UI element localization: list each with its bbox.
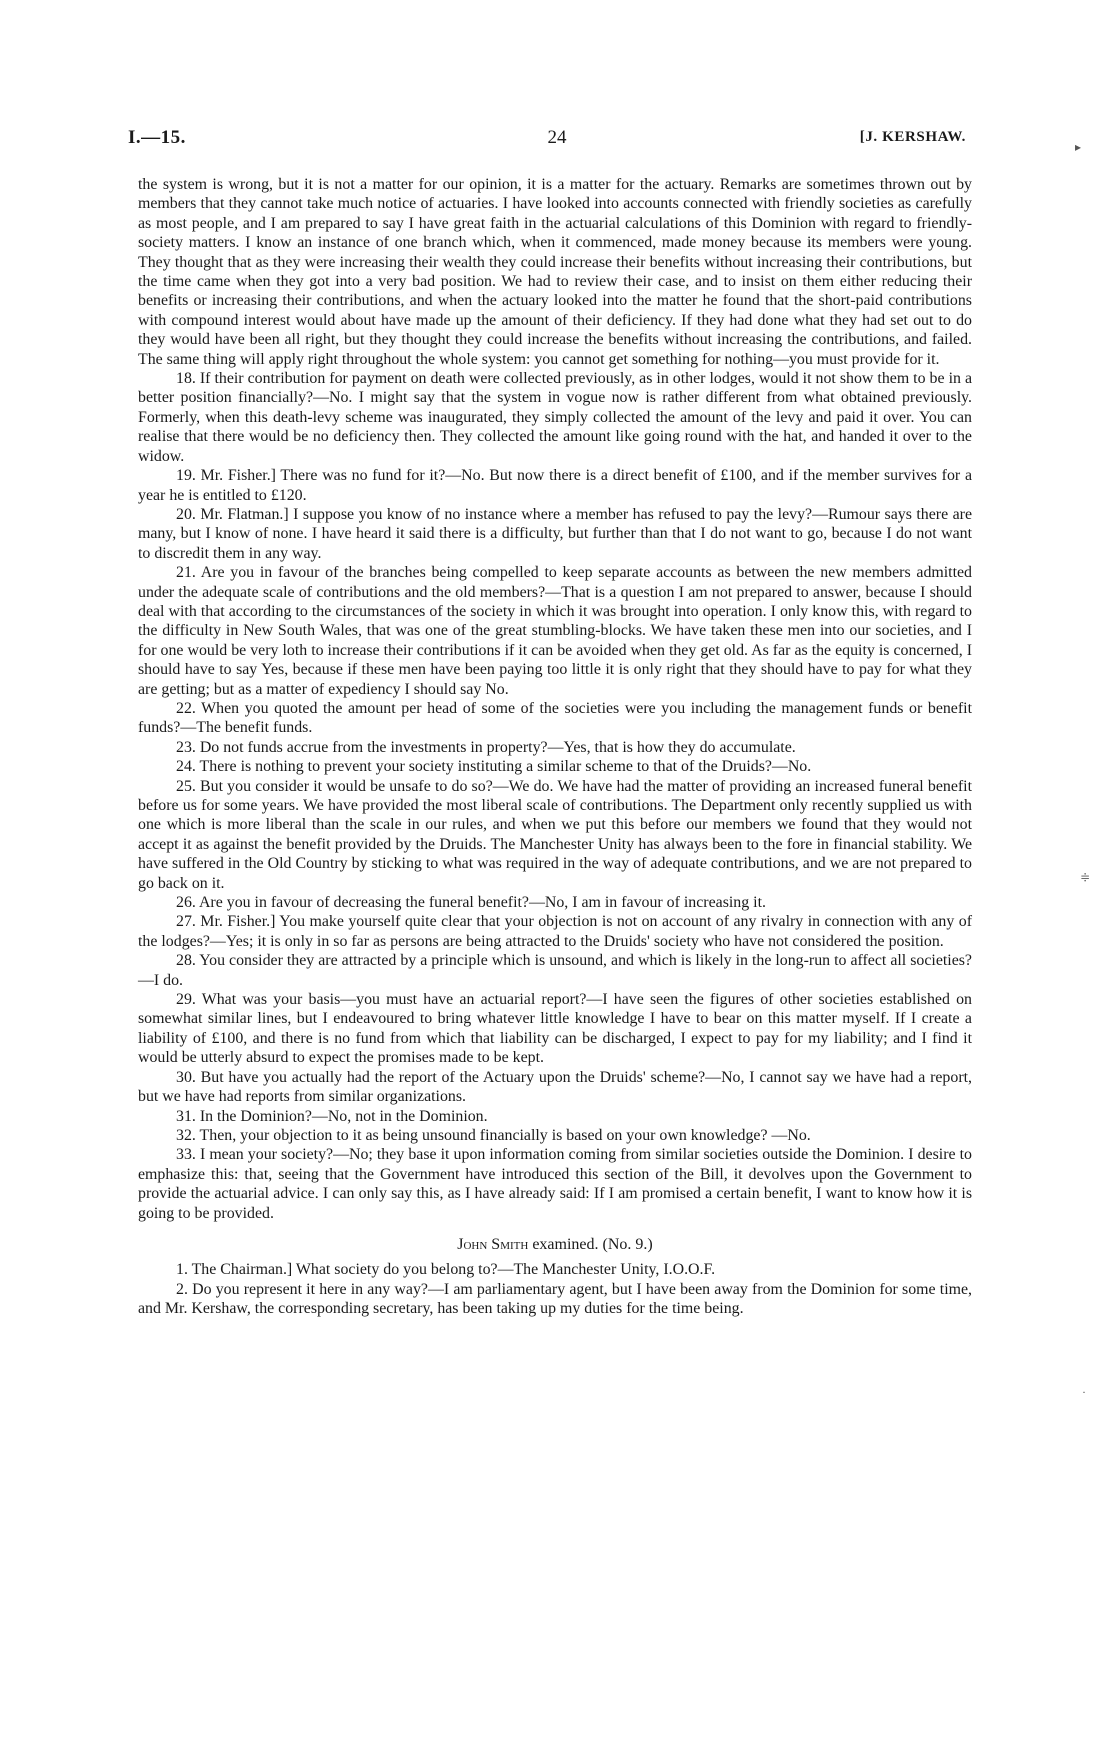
question-21: 21. Are you in favour of the branches being compelled to keep separate accounts as between the new members admitted under the adequate scale of contributions and the old members?—That is a question I am not prepared to answer, because I should deal with that according to the circumstances of the society in which it was brought into operation. I only know this, with regard to the difficulty in New South Wales, that was one of the great stumbling-blocks. We have taken these men into our societies, and I for one would be very loth to increase their contributions if it can be avoided when they get old. As far as the equity is concerned, I should have to say Yes, because if these men have been paying too little it is only right that they should have to pay for what they are getting; but as a matter of expediency I should say No. [138, 564, 972, 698]
question-33: 33. I mean your society?—No; they base it upon information coming from similar societies outside the Dominion. I desire to emphasize this: that, seeing that the Government have introduced this section of the Bill, it devolves upon the Government to provide the actuarial advice. I can only say this, as I have already said: If I am promised a certain benefit, I want to know how it is going to be provided. [138, 1146, 972, 1222]
question-22: 22. When you quoted the amount per head of some of the societies were you including the management funds or benefit funds?—The benefit funds. [138, 699, 972, 737]
question-28: 28. You consider they are attracted by a principle which is unsound, and which is likely in the long-run to affect all societies?—I do. [138, 952, 972, 989]
margin-mark: · [1082, 1385, 1086, 1399]
page-header [0, 127, 1114, 157]
document-body [138, 175, 972, 1319]
question-23: 23. Do not funds accrue from the investments in property?—Yes, that is how they do accumulate. [176, 738, 796, 756]
question-26: 26. Are you in favour of decreasing the funeral benefit?—No, I am in favour of increasing it. [176, 894, 766, 912]
witness-heading-name: John Smith [457, 1235, 529, 1253]
section-heading [138, 1235, 972, 1254]
question-27: 27. Mr. Fisher.] You make yourself quite clear that your objection is not on account of any rivalry in connection with any of the lodges?—Yes; it is only in so far as persons are being attracted to the Druids' society who have not considered the position. [138, 913, 972, 950]
margin-mark: ▸ [1075, 140, 1082, 154]
continuation-paragraph: the system is wrong, but it is not a matter for our opinion, it is a matter for the actuary. Remarks are sometimes thrown out by members that they cannot take much notice of actuaries. I have looked into accounts connected with friendly societies as carefully as most people, and I am prepared to say I have great faith in the actuarial calculations of this Dominion with regard to friendly-society matters. I know an instance of one branch which, when it commenced, made money because its members were young. They thought that as they were increasing their wealth they could increase their benefits without increasing their contributions, but the time came when they got into a very bad position. We had to review their case, and to insist on them either reducing their benefits or increasing their contributions, and when the actuary looked into the matter he found that the short-paid contributions with compound interest would about have made up the amount of their deficiency. If they had done what they had set out to do they would have been all right, but they thought they could increase the benefits without increasing the contributions, and failed. The same thing will apply right throughout the whole system: you cannot get something for nothing—you must provide for it. [138, 176, 972, 368]
question-25: 25. But you consider it would be unsafe to do so?—We do. We have had the matter of providing an increased funeral benefit before us for some years. We have provided the most liberal scale of contributions. The Department only recently supplied us with one which is more liberal than the scale in our rules, and when we put this before our members we found that they would not accept it as against the benefit provided by the Druids. The Manchester Unity has always been to the fore in financial stability. We have suffered in the Old Country by sticking to what was required in the way of adequate contributions, and we are not prepared to go back on it. [138, 777, 972, 892]
question-31: 31. In the Dominion?—No, not in the Dominion. [176, 1107, 488, 1125]
page-number: 24 [547, 127, 567, 148]
question-18: 18. If their contribution for payment on death were collected previously, as in other lodges, would it not show them to be in a better position financially?—No. I might say that the system in vogue now is rather different from what obtained previously. Formerly, when this death-levy scheme was inaugurated, they simply collected the amount of the levy and paid it over. You can realise that there would be no deficiency then. They collected the amount like going round with the hat, and handed it over to the widow. [138, 370, 972, 465]
question-24: 24. There is nothing to prevent your society instituting a similar scheme to that of the Druids?—No. [176, 758, 812, 776]
smith-question-1: 1. The Chairman.] What society do you belong to?—The Manchester Unity, I.O.O.F. [176, 1261, 716, 1279]
question-19: 19. Mr. Fisher.] There was no fund for it?—No. But now there is a direct benefit of £100, and if the member survives for a year he is entitled to £120. [138, 467, 972, 504]
witness-name: [J. KERSHAW. [859, 129, 966, 145]
witness-heading-rest: examined. (No. 9.) [528, 1235, 653, 1253]
margin-mark: ≑ [1080, 870, 1091, 884]
question-20: 20. Mr. Flatman.] I suppose you know of no instance where a member has refused to pay the levy?—Rumour says there are many, but I know of none. I have heard it said there is a difficulty, but further than that I do not want to go, because I do not want to discredit them in any way. [138, 505, 972, 562]
question-29: 29. What was your basis—you must have an actuarial report?—I have seen the figures of other societies established on somewhat similar lines, but I endeavoured to bring whatever little knowledge I have to bear on this matter myself. If I create a liability of £100, and there is no fund from which that liability can be discharged, I expect to pay for my liability; and I find it would be utterly absurd to expect the promises made to be kept. [138, 991, 972, 1067]
question-30: 30. But have you actually had the report of the Actuary upon the Druids' scheme?—No, I cannot say we have had a report, but we have had reports from similar organizations. [138, 1068, 972, 1106]
smith-question-2: 2. Do you represent it here in any way?—I am parliamentary agent, but I have been away from the Dominion for some time, and Mr. Kershaw, the corresponding secretary, has been taking up my duties for the time being. [138, 1280, 972, 1318]
paper-number: I.—15. [128, 127, 186, 148]
question-32: 32. Then, your objection to it as being unsound financially is based on your own knowledge? —No. [176, 1126, 811, 1144]
